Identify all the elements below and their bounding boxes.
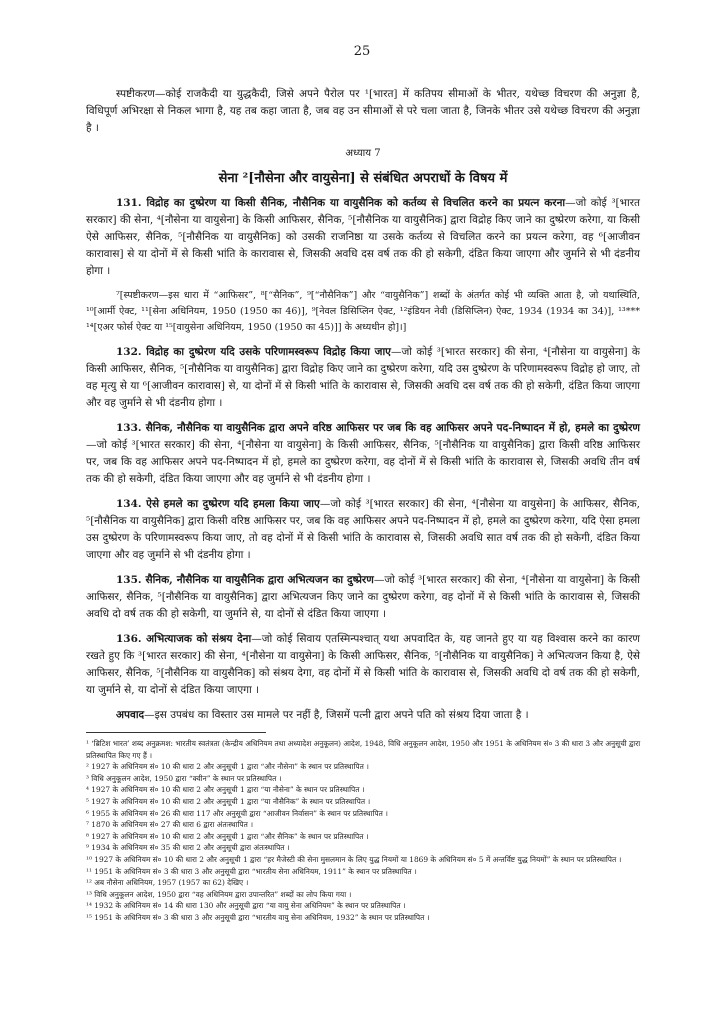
- section-text: ⁷[स्पष्टीकरण—इस धारा में “आफिसर”, ⁸[“सैनिक”, ⁹[“नौसैनिक”] और “वायुसैनिक”] शब्दों के अंतर्गत कोई भी व्यक्ति आता है, जो यथास्थिति, ¹⁰[आर्मी ऐक्ट, ¹¹[सेना अधिनियम, 1950 (1950 का 46)], ⁹[नेवल डिसिप्लिन ऐक्ट, ¹²इंडियन नेवी (डिसिप्लिन) ऐक्ट, 1934 (1934 का 34)], ¹³*** ¹⁴[एअर फोर्स ऐक्ट या ¹⁵[वायुसेना अधिनियम, 1950 (1950 का 45)]] के अध्यधीन हो]।]: [86, 290, 640, 333]
- section-136: [86, 631, 640, 699]
- exception-paragraph: [86, 707, 640, 724]
- footnote: ² 1927 के अधिनियम सं० 10 की धारा 2 और अनुसूची 1 द्वारा “और नौसेना” के स्थान पर प्रतिस्थापित ।: [86, 762, 369, 772]
- section-133: [86, 420, 640, 488]
- chapter-label: अध्याय 7: [345, 148, 381, 159]
- section-title: 134. ऐसे हमले का दुष्प्रेरण यदि हमला किया जाए: [116, 498, 320, 510]
- footnote: ¹⁴ 1932 के अधिनियम सं० 14 की धारा 130 और अनुसूची द्वारा “या वायु सेना अधिनियम” के स्थान पर प्रतिस्थापित ।: [86, 901, 406, 911]
- section-134: [86, 496, 640, 564]
- footnote: ⁹ 1934 के अधिनियम सं० 35 की धारा 2 और अनुसूची द्वारा अंतःस्थापित ।: [86, 843, 290, 853]
- footnotes: [86, 738, 642, 924]
- section-text: —जो कोई ³[भारत सरकार] की सेना, ⁴[नौसेना या वायुसेना] के किसी आफिसर, सैनिक, ⁵[नौसैनिक या वायुसैनिक] द्वारा विद्रोह किए जाने का दुष्प्रेरण करेगा, या किसी ऐसे आफिसर, सैनिक, ⁵[नौसैनिक या वायुसैनिक] को उसकी राजनिष्ठा या उसके कर्तव्य से विचलित करने का प्रयत्न करेगा, वह ⁶[आजीवन कारावास] से या दोनों में से किसी भांति के कारावास से, जिसकी अवधि दस वर्ष तक की हो सकेगी, दंडित किया जाएगा और जुर्माने से भी दंडनीय होगा ।: [86, 197, 641, 277]
- footnote: ⁵ 1927 के अधिनियम सं० 10 की धारा 2 और अनुसूची 1 द्वारा “या नौसैनिक” के स्थान पर प्रतिस्थापित ।: [86, 796, 371, 806]
- footnote: ⁶ 1955 के अधिनियम सं० 26 की धारा 117 और अनुसूची द्वारा “आजीवन निर्वासन” के स्थान पर प्रतिस्थापित ।: [86, 808, 388, 818]
- footnote: ¹⁰ 1927 के अधिनियम सं० 10 की धारा 2 और अनुसूची 1 द्वारा “हर मैजेस्टी की सेना मुसलमान के लिए युद्ध नियमों या 1869 के अधिनियम सं० 5 में अन्तर्विष्ट युद्ध नियमों” के स्थान पर प्रतिस्थापित ।: [86, 854, 622, 864]
- intro-paragraph: स्पष्टीकरण—कोई राजकैदी या युद्धकैदी, जिसे अपने पैरोल पर ¹[भारत] में कतिपय सीमाओं के भीतर, यथेच्छ विचरण की अनुज्ञा है, विधिपूर्ण अभिरक्षा से निकल भागा है, यह तब कहा जाता है, जब वह उन सीमाओं से परे चला जाता है, जिनके भीतर उसे यथेच्छ विचरण की अनुज्ञा है ।: [86, 88, 640, 134]
- section-text: —जो कोई ³[भारत सरकार] की सेना, ⁴[नौसेना या वायुसेना] के किसी आफिसर, सैनिक, ⁵[नौसैनिक या वायुसैनिक] द्वारा किसी वरिष्ठ आफिसर पर, जब कि वह आफिसर अपने पद-निष्पादन में हो, हमले का दुष्प्रेरण करेगा, वह दोनों में से किसी भांति के कारावास से, जिसकी अवधि तीन वर्ष तक की हो सकेगी, दंडित किया जाएगा और वह जुर्माने से भी दंडनीय होगा ।: [86, 439, 640, 485]
- chapter-title: सेना ²[नौसेना और वायुसेना] से संबंधित अपराधों के विषय में: [218, 171, 508, 186]
- footnote: ⁷ 1870 के अधिनियम सं० 27 की धारा 6 द्वारा अंतःस्थापित ।: [86, 820, 253, 830]
- footnote: ⁴ 1927 के अधिनियम सं० 10 की धारा 2 और अनुसूची 1 द्वारा “या नौसेना” के स्थान पर प्रतिस्थापित ।: [86, 785, 365, 795]
- page-body: [86, 86, 640, 732]
- section-title: 133. सैनिक, नौसैनिक या वायुसैनिक द्वारा अपने वरिष्ठ आफिसर पर जब कि वह आफिसर अपने पद-निष्पादन में हो, हमले का दुष्प्रेरण: [116, 422, 640, 434]
- section-135: [86, 572, 640, 623]
- section-title: 135. सैनिक, नौसैनिक या वायुसैनिक द्वारा अभित्यजन का दुष्प्रेरण: [116, 574, 374, 586]
- section-text: —जो कोई ³[भारत सरकार] की सेना, ⁴[नौसेना या वायुसेना] के आफिसर, सैनिक, ⁵[नौसैनिक या वायुसैनिक] द्वारा किसी वरिष्ठ आफिसर पर, जब कि वह आफिसर अपने पद-निष्पादन में हो, हमले का दुष्प्रेरण करेगा, यदि ऐसा हमला उस दुष्प्रेरण के परिणामस्वरूप किया जाए, तो वह दोनों में से किसी भांति के कारावास से, जिसकी अवधि सात वर्ष तक की हो सकेगी, दंडित किया जाएगा और वह जुर्माने से भी दंडनीय होगा ।: [86, 498, 640, 561]
- footnote: ¹³ विधि अनुकूलन आदेश, 1950 द्वारा “वह अधिनियम द्वारा उपान्तरित” शब्दों का लोप किया गया ।: [86, 889, 352, 899]
- section-title: 132. विद्रोह का दुष्प्रेरण यदि उसके परिणामस्वरूप विद्रोह किया जाए: [116, 346, 391, 358]
- section-text: —जो कोई सिवाय एतस्मिन्पश्चात् यथा अपवादित के, यह जानते हुए या यह विश्वास करने का कारण रखते हुए कि ³[भारत सरकार] की सेना, ⁴[नौसेना या वायुसेना] के किसी आफिसर, सैनिक, ⁵[नौसैनिक या वायुसैनिक] ने अभित्यजन किया है, ऐसे आफिसर, सैनिक, ⁵[नौसैनिक या वायुसैनिक] को संश्रय देगा, वह दोनों में से किसी भांति के कारावास से, जिसकी अवधि दो वर्ष तक की हो सकेगी, या जुर्माने से, या दोनों से दंडित किया जाएगा ।: [86, 633, 640, 696]
- footnote-divider: [86, 732, 266, 733]
- section-text: —जो कोई ³[भारत सरकार] की सेना, ⁴[नौसेना या वायुसेना] के किसी आफिसर, सैनिक, ⁵[नौसैनिक या वायुसैनिक] द्वारा अभित्यजन किए जाने का दुष्प्रेरण करेगा, वह दोनों में से किसी भांति के कारावास से, जिसकी अवधि दो वर्ष तक की हो सकेगी, या जुर्माने से, या दोनों से दंडित किया जाएगा ।: [86, 574, 640, 620]
- section-131-explanation: [86, 288, 640, 336]
- footnote: ¹¹ 1951 के अधिनियम सं० 3 की धारा 3 और अनुसूची द्वारा “भारतीय सेना अधिनियम, 1911” के स्थान पर प्रतिस्थापित ।: [86, 866, 417, 876]
- section-title: 136. अभित्याजक को संश्रय देना: [116, 633, 252, 645]
- exception-label: अपवाद: [116, 709, 145, 721]
- footnote: ¹⁵ 1951 के अधिनियम सं० 3 की धारा 3 और अनुसूची द्वारा “भारतीय वायु सेना अधिनियम, 1932” के स्थान पर प्रतिस्थापित ।: [86, 912, 430, 922]
- section-132: [86, 344, 640, 412]
- footnote: ⁸ 1927 के अधिनियम सं० 10 की धारा 2 और अनुसूची 1 द्वारा “और सैनिक” के स्थान पर प्रतिस्थापित ।: [86, 831, 369, 841]
- section-131: [86, 195, 640, 280]
- exception-text: —इस उपबंध का विस्तार उस मामले पर नहीं है, जिसमें पत्नी द्वारा अपने पति को संश्रय दिया जाता है ।: [144, 709, 529, 721]
- footnote: ³ विधि अनुकूलन आदेश, 1950 द्वारा “क्वीन” के स्थान पर प्रतिस्थापित ।: [86, 773, 282, 783]
- footnote: ¹² अब नौसेना अधिनियम, 1957 (1957 का 62) देखिए ।: [86, 878, 249, 888]
- footnote: ¹ ‘ब्रिटिश भारत’ शब्द अनुक्रमश: भारतीय स्वतंत्रता (केन्द्रीय अधिनियम तथा अध्यादेश अनुकूलन) आदेश, 1948, विधि अनुकूलन आदेश, 1950 और 1951 के अधिनियम सं० 3 की धारा 3 और अनुसूची द्वारा प्रतिस्थापित किए गए हैं ।: [86, 739, 641, 760]
- section-title: 131. विद्रोह का दुष्प्रेरण या किसी सैनिक, नौसैनिक या वायुसैनिक को कर्तव्य से विचलित करने का प्रयत्न करना: [116, 197, 566, 209]
- page-number: 25: [353, 44, 371, 59]
- section-text: —जो कोई ³[भारत सरकार] की सेना, ⁴[नौसेना या वायुसेना] के किसी आफिसर, सैनिक, ⁵[नौसैनिक या वायुसैनिक] द्वारा विद्रोह किए जाने का दुष्प्रेरण करेगा, यदि उस दुष्प्रेरण के परिणामस्वरूप विद्रोह हो जाए, तो वह मृत्यु से या ⁶[आजीवन कारावास] से, या दोनों में से किसी भांति के कारावास से, जिसकी अवधि दस वर्ष तक की हो सकेगी, दंडित किया जाएगा और वह जुर्माने से भी दंडनीय होगा ।: [86, 346, 640, 409]
